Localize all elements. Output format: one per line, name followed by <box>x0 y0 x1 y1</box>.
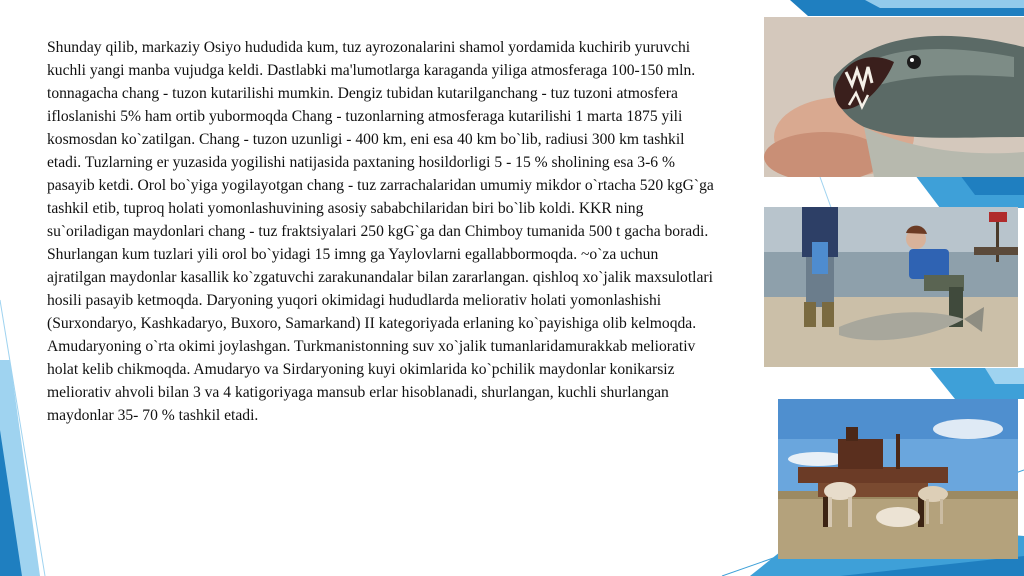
top-right-light-bar <box>865 0 1024 8</box>
rusted-ship-with-camels-photo <box>778 399 1018 559</box>
fish-head-photo <box>764 17 1024 177</box>
slide-body-text: Shunday qilib, markaziy Osiyo hududida kum, tuz ayrozonalarini shamol yordamida kuchirib yuruvchi kuchli yangi manba vujudga keldi. Dastlabki ma'lumotlarga karaganda yiliga atmosferaga 100-150 mln. tonnagacha chang - tuzon kutarilishi mumkin. Dengiz tubidan kutarilganchang - tuz tuzoni atmosfera ifloslanishi 5% ham ortib yubormoqda Chang - tuzonlarning atmosferaga kutarilishi 1 marta 1875 yili kosmosdan ko`zatilgan. Chang - tuzon uzunligi - 400 km, eni esa 40 km bo`lib, radiusi 300 km tashkil etadi. Tuzlarning er yuzasida yogilishi natijasida paxtaning hosildorligi 5 - 15 % sholining esa 3-6 % pasayib ketdi. Orol bo`yiga yogilayotgan chang - tuz zarrachalaridan umumiy mikdor o`rtacha 520 kgG`ga tashkil etib, tuproq holati yomonlashuvining asosiy sababchilaridan biri bo`lib koldi. KKR ning su`oriladigan maydonlari chang - tuz fraktsiyalari 250 kgG`ga dan Chimboy tumanida 500 t gacha boradi. Shurlangan kum tuzlari yili orol bo`yidagi 15 imng ga Yaylovlarni egallabbormoqda. ~o`za uchun ajratilgan maydonlar kasallik ko`zgatuvchi zarakunandalar bilan zararlangan. qishloq xo`jalik maxsulotlari hosili pasayib ketmoqda. Daryoning yuqori okimidagi hududlarda meliorativ holati yomonlashishi (Surxondaryo, Kashkadaryo, Buxoro, Samarkand) II kategoriyada erlaning ko`payishiga olib kelmoqda. Amudaryoning o`rta okimi joylashgan. Turkmanistonning suv xo`jalik tumanlaridamurakkab meliorativ holat kelib chikmoqda. Amudaryo va Sirdaryoning kuyi okimlarida ko`pchilik maydonlar konikarsiz meliorativ ahvoli bilan 3 va 4 katigoriyaga mansub erlar hisoblanadi, shurlangan, kuchli shurlangan maydonlar 35- 70 % tashkil etadi. <box>47 39 714 424</box>
researchers-with-fish-photo <box>764 207 1018 367</box>
